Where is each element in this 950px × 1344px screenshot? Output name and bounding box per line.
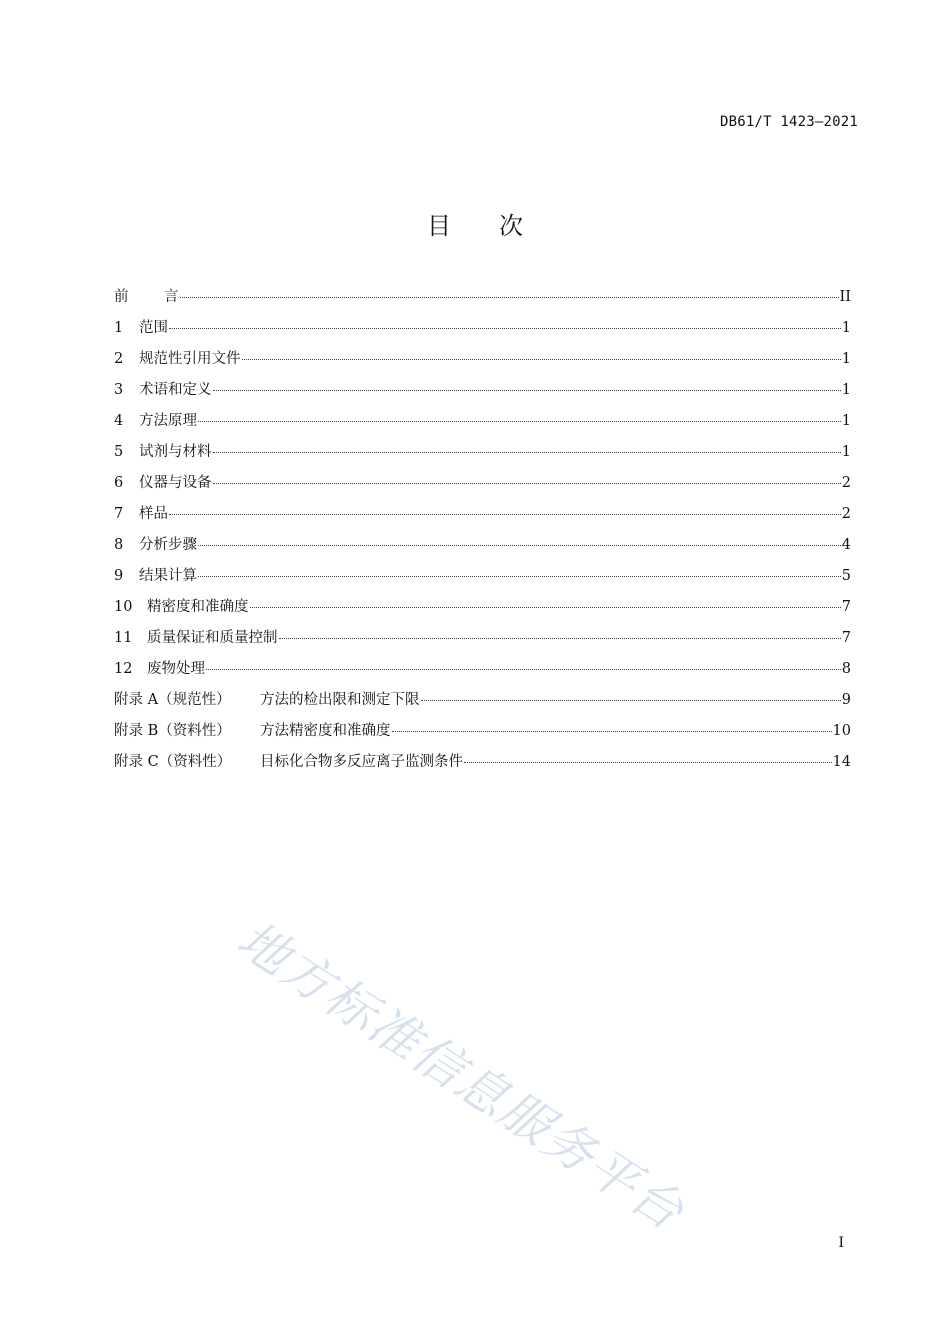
toc-entry-label: 目标化合物多反应离子监测条件 (260, 754, 463, 770)
toc-entry-9[interactable] (114, 565, 851, 596)
toc-entry-page: 1 (841, 413, 851, 429)
toc-entry-page: 7 (841, 630, 851, 646)
toc-entry-8[interactable] (114, 534, 851, 565)
toc-entry-page: 10 (832, 723, 851, 739)
toc-entry-number: 前 (114, 289, 129, 305)
toc-leader-dots (421, 686, 841, 701)
toc-entry-number: 9 (114, 568, 124, 584)
toc-entry-6[interactable] (114, 472, 851, 503)
toc-entry-label: 言 (164, 289, 179, 305)
toc-entry-label: 方法精密度和准确度 (260, 723, 391, 739)
toc-leader-dots (180, 283, 839, 298)
toc-entry-label: 术语和定义 (139, 382, 212, 398)
toc-entry-page: 2 (841, 506, 851, 522)
toc-leader-dots (242, 345, 841, 360)
toc-entry-label: 质量保证和质量控制 (147, 630, 278, 646)
toc-leader-dots (169, 500, 841, 515)
toc-entry-page: 1 (841, 444, 851, 460)
toc-entry-number: 8 (114, 537, 124, 553)
toc-entry-number: 3 (114, 382, 124, 398)
page-title-char-2: 次 (499, 212, 523, 240)
toc-leader-dots (213, 469, 841, 484)
toc-entry-4[interactable] (114, 410, 851, 441)
toc-entry-page: 1 (841, 320, 851, 336)
toc-entry-label: 分析步骤 (139, 537, 197, 553)
toc-entry-2[interactable] (114, 348, 851, 379)
toc-entry-appendix-c[interactable] (114, 751, 851, 782)
toc-leader-dots (464, 748, 832, 763)
toc-entry-page: 4 (841, 537, 851, 553)
toc-entry-page: 7 (841, 599, 851, 615)
toc-entry-number: 附录 C（资料性） (114, 754, 232, 770)
page-title-char-1: 目 (427, 212, 451, 240)
toc-entry-page: 5 (841, 568, 851, 584)
toc-entry-label: 方法的检出限和测定下限 (260, 692, 420, 708)
toc-leader-dots (213, 438, 841, 453)
toc-entry-label: 试剂与材料 (139, 444, 212, 460)
toc-entry-page: 1 (841, 382, 851, 398)
toc-entry-number: 7 (114, 506, 124, 522)
page-number: I (838, 1235, 844, 1251)
toc-entry-label: 规范性引用文件 (139, 351, 241, 367)
toc-entry-page: II (839, 289, 851, 305)
toc-entry-number: 附录 B（资料性） (114, 723, 231, 739)
toc-leader-dots (279, 624, 841, 639)
toc-entry-number: 附录 A（规范性） (114, 692, 231, 708)
document-code: DB61/T 1423—2021 (719, 114, 858, 130)
toc-leader-dots (206, 655, 841, 670)
table-of-contents (114, 286, 851, 782)
toc-leader-dots (198, 531, 841, 546)
toc-entry-appendix-b[interactable] (114, 720, 851, 751)
toc-entry-label: 范围 (139, 320, 168, 336)
page-title (0, 206, 950, 241)
toc-entry-3[interactable] (114, 379, 851, 410)
toc-entry-appendix-a[interactable] (114, 689, 851, 720)
toc-entry-foreword[interactable] (114, 286, 851, 317)
toc-entry-number: 12 (114, 661, 133, 677)
toc-entry-number: 6 (114, 475, 124, 491)
toc-leader-dots (198, 407, 841, 422)
toc-entry-1[interactable] (114, 317, 851, 348)
toc-entry-page: 1 (841, 351, 851, 367)
toc-entry-label: 精密度和准确度 (147, 599, 249, 615)
toc-entry-number: 11 (114, 630, 133, 646)
toc-leader-dots (213, 376, 841, 391)
toc-entry-10[interactable] (114, 596, 851, 627)
toc-entry-label: 结果计算 (139, 568, 197, 584)
toc-entry-page: 2 (841, 475, 851, 491)
toc-entry-number: 1 (114, 320, 124, 336)
toc-leader-dots (250, 593, 841, 608)
toc-entry-label: 废物处理 (147, 661, 205, 677)
watermark: 地方标准信息服务平台 (227, 910, 695, 1242)
toc-entry-5[interactable] (114, 441, 851, 472)
toc-entry-label: 样品 (139, 506, 168, 522)
toc-entry-label: 方法原理 (139, 413, 197, 429)
toc-entry-label: 仪器与设备 (139, 475, 212, 491)
toc-entry-page: 9 (841, 692, 851, 708)
toc-entry-11[interactable] (114, 627, 851, 658)
toc-leader-dots (198, 562, 841, 577)
toc-entry-page: 8 (841, 661, 851, 677)
toc-entry-number: 5 (114, 444, 124, 460)
toc-entry-number: 4 (114, 413, 124, 429)
toc-entry-page: 14 (832, 754, 851, 770)
toc-entry-number: 2 (114, 351, 124, 367)
toc-leader-dots (392, 717, 832, 732)
toc-entry-7[interactable] (114, 503, 851, 534)
toc-leader-dots (169, 314, 841, 329)
toc-entry-12[interactable] (114, 658, 851, 689)
toc-entry-number: 10 (114, 599, 133, 615)
